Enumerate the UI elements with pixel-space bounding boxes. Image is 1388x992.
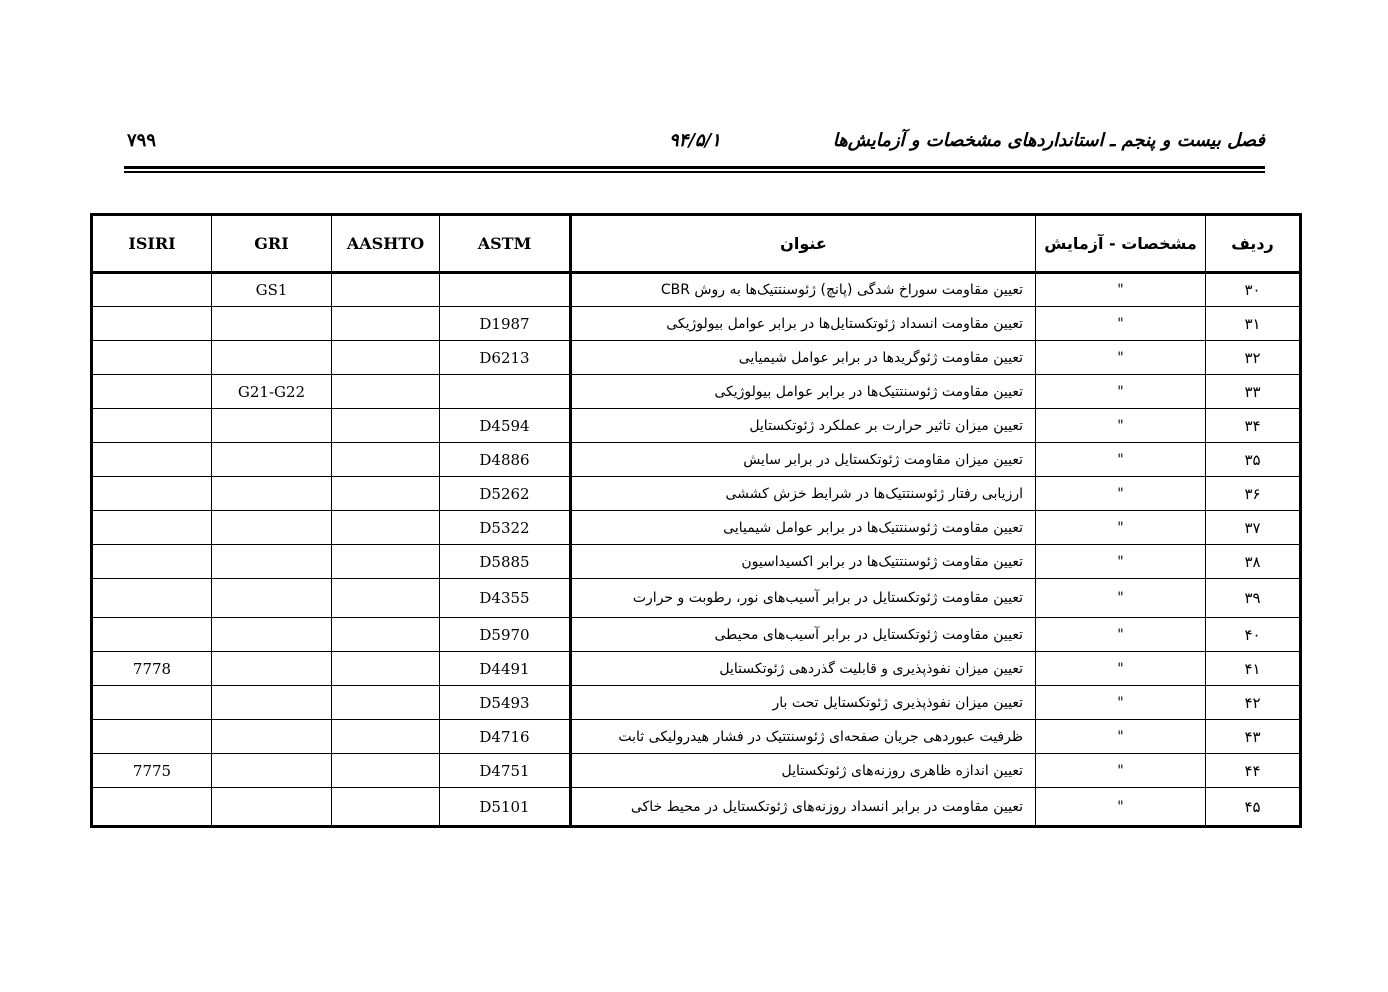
table-row [92, 686, 1301, 720]
aashto-cell [332, 686, 440, 720]
row-number-cell: ۳۶ [1206, 477, 1301, 511]
gri-cell [212, 341, 332, 375]
gri-cell [212, 686, 332, 720]
table-row [92, 409, 1301, 443]
header-rule-thin [124, 171, 1265, 173]
gri-cell [212, 754, 332, 788]
title-cell: تعیین مقاومت ژئوتکستایل در برابر آسیب‌های محیطی [571, 618, 1036, 652]
aashto-cell [332, 477, 440, 511]
aashto-cell [332, 443, 440, 477]
isiri-cell [92, 341, 212, 375]
isiri-cell [92, 273, 212, 307]
row-number-cell: ۳۵ [1206, 443, 1301, 477]
isiri-cell: 7778 [92, 652, 212, 686]
isiri-cell [92, 788, 212, 827]
isiri-cell: 7775 [92, 754, 212, 788]
isiri-cell [92, 720, 212, 754]
astm-cell: D5493 [440, 686, 571, 720]
spec-cell: " [1036, 375, 1206, 409]
gri-cell [212, 477, 332, 511]
isiri-cell [92, 579, 212, 618]
standards-table [90, 213, 1302, 828]
title-cell: تعیین مقاومت ژئوسنتتیک‌ها در برابر عوامل بیولوژیکی [571, 375, 1036, 409]
row-number-cell: ۴۱ [1206, 652, 1301, 686]
spec-cell: " [1036, 686, 1206, 720]
header-rule-thick [124, 166, 1265, 169]
chapter-title: فصل بیست و پنجم ـ استانداردهای مشخصات و آزمایش‌ها [832, 130, 1265, 151]
gri-cell [212, 618, 332, 652]
astm-cell: D5262 [440, 477, 571, 511]
title-cell: ارزیابی رفتار ژئوسنتتیک‌ها در شرایط خزش کششی [571, 477, 1036, 511]
astm-cell: D4594 [440, 409, 571, 443]
row-number-cell: ۳۰ [1206, 273, 1301, 307]
aashto-cell [332, 375, 440, 409]
row-number-cell: ۳۴ [1206, 409, 1301, 443]
column-header-astm: ASTM [440, 215, 571, 273]
title-cell: تعیین میزان مقاومت ژئوتکستایل در برابر سایش [571, 443, 1036, 477]
title-cell: تعیین مقاومت در برابر انسداد روزنه‌های ژئوتکستایل در محیط خاکی [571, 788, 1036, 827]
spec-cell: " [1036, 511, 1206, 545]
isiri-cell [92, 375, 212, 409]
table-header-row [92, 215, 1301, 273]
table-row [92, 618, 1301, 652]
astm-cell [440, 375, 571, 409]
astm-cell: D1987 [440, 307, 571, 341]
page-header [124, 126, 1265, 160]
aashto-cell [332, 511, 440, 545]
row-number-cell: ۳۳ [1206, 375, 1301, 409]
aashto-cell [332, 754, 440, 788]
astm-cell: D6213 [440, 341, 571, 375]
spec-cell: " [1036, 720, 1206, 754]
title-cell: تعیین مقاومت سوراخ شدگی (پانچ) ژئوسنتتیک‌ها به روش CBR [571, 273, 1036, 307]
gri-cell [212, 720, 332, 754]
table-row [92, 375, 1301, 409]
row-number-cell: ۴۴ [1206, 754, 1301, 788]
aashto-cell [332, 545, 440, 579]
spec-cell: " [1036, 273, 1206, 307]
aashto-cell [332, 273, 440, 307]
gri-cell [212, 443, 332, 477]
spec-cell: " [1036, 754, 1206, 788]
gri-cell [212, 409, 332, 443]
isiri-cell [92, 545, 212, 579]
spec-cell: " [1036, 545, 1206, 579]
column-header-spec: مشخصات - آزمایش [1036, 215, 1206, 273]
isiri-cell [92, 409, 212, 443]
title-cell: تعیین مقاومت ژئوگریدها در برابر عوامل شیمیایی [571, 341, 1036, 375]
spec-cell: " [1036, 409, 1206, 443]
astm-cell: D4886 [440, 443, 571, 477]
row-number-cell: ۴۲ [1206, 686, 1301, 720]
title-cell: ظرفیت عبوردهی جریان صفحه‌ای ژئوسنتتیک در فشار هیدرولیکی ثابت [571, 720, 1036, 754]
gri-cell [212, 652, 332, 686]
isiri-cell [92, 443, 212, 477]
title-cell: تعیین مقاومت انسداد ژئوتکستایل‌ها در برابر عوامل بیولوژیکی [571, 307, 1036, 341]
gri-cell [212, 307, 332, 341]
row-number-cell: ۳۸ [1206, 545, 1301, 579]
astm-cell: D5885 [440, 545, 571, 579]
column-header-isiri: ISIRI [92, 215, 212, 273]
aashto-cell [332, 579, 440, 618]
isiri-cell [92, 511, 212, 545]
spec-cell: " [1036, 788, 1206, 827]
spec-cell: " [1036, 443, 1206, 477]
spec-cell: " [1036, 341, 1206, 375]
table-row [92, 720, 1301, 754]
row-number-cell: ۳۱ [1206, 307, 1301, 341]
table-row [92, 652, 1301, 686]
column-header-aashto: AASHTO [332, 215, 440, 273]
table-row [92, 754, 1301, 788]
aashto-cell [332, 618, 440, 652]
row-number-cell: ۳۷ [1206, 511, 1301, 545]
gri-cell [212, 545, 332, 579]
astm-cell: D5322 [440, 511, 571, 545]
title-cell: تعیین مقاومت ژئوسنتتیک‌ها در برابر اکسیداسیون [571, 545, 1036, 579]
table-row [92, 579, 1301, 618]
isiri-cell [92, 477, 212, 511]
header-date: ۹۴/۵/۱ [669, 130, 721, 151]
table-row [92, 511, 1301, 545]
row-number-cell: ۴۰ [1206, 618, 1301, 652]
title-cell: تعیین میزان نفوذپذیری ژئوتکستایل تحت بار [571, 686, 1036, 720]
page-number: ۷۹۹ [127, 130, 157, 151]
aashto-cell [332, 409, 440, 443]
aashto-cell [332, 341, 440, 375]
aashto-cell [332, 307, 440, 341]
spec-cell: " [1036, 579, 1206, 618]
title-cell: تعیین مقاومت ژئوتکستایل در برابر آسیب‌های نور، رطوبت و حرارت [571, 579, 1036, 618]
gri-cell: GS1 [212, 273, 332, 307]
column-header-title: عنوان [571, 215, 1036, 273]
isiri-cell [92, 618, 212, 652]
astm-cell: D4716 [440, 720, 571, 754]
table-row [92, 545, 1301, 579]
astm-cell: D5970 [440, 618, 571, 652]
astm-cell [440, 273, 571, 307]
astm-cell: D4751 [440, 754, 571, 788]
isiri-cell [92, 686, 212, 720]
table-body [92, 273, 1301, 827]
table-row [92, 788, 1301, 827]
table-row [92, 443, 1301, 477]
column-header-row: ردیف [1206, 215, 1301, 273]
table-row [92, 273, 1301, 307]
spec-cell: " [1036, 307, 1206, 341]
aashto-cell [332, 652, 440, 686]
gri-cell: G21-G22 [212, 375, 332, 409]
row-number-cell: ۳۹ [1206, 579, 1301, 618]
spec-cell: " [1036, 618, 1206, 652]
astm-cell: D5101 [440, 788, 571, 827]
aashto-cell [332, 720, 440, 754]
spec-cell: " [1036, 652, 1206, 686]
column-header-gri: GRI [212, 215, 332, 273]
row-number-cell: ۴۳ [1206, 720, 1301, 754]
gri-cell [212, 579, 332, 618]
title-cell: تعیین مقاومت ژئوسنتتیک‌ها در برابر عوامل شیمیایی [571, 511, 1036, 545]
gri-cell [212, 788, 332, 827]
isiri-cell [92, 307, 212, 341]
title-cell: تعیین میزان نفوذپذیری و قابلیت گذردهی ژئوتکستایل [571, 652, 1036, 686]
spec-cell: " [1036, 477, 1206, 511]
table-row [92, 307, 1301, 341]
row-number-cell: ۴۵ [1206, 788, 1301, 827]
title-cell: تعیین اندازه ظاهری روزنه‌های ژئوتکستایل [571, 754, 1036, 788]
table-row [92, 341, 1301, 375]
gri-cell [212, 511, 332, 545]
astm-cell: D4491 [440, 652, 571, 686]
table-row [92, 477, 1301, 511]
astm-cell: D4355 [440, 579, 571, 618]
aashto-cell [332, 788, 440, 827]
title-cell: تعیین میزان تاثیر حرارت بر عملکرد ژئوتکستایل [571, 409, 1036, 443]
row-number-cell: ۳۲ [1206, 341, 1301, 375]
